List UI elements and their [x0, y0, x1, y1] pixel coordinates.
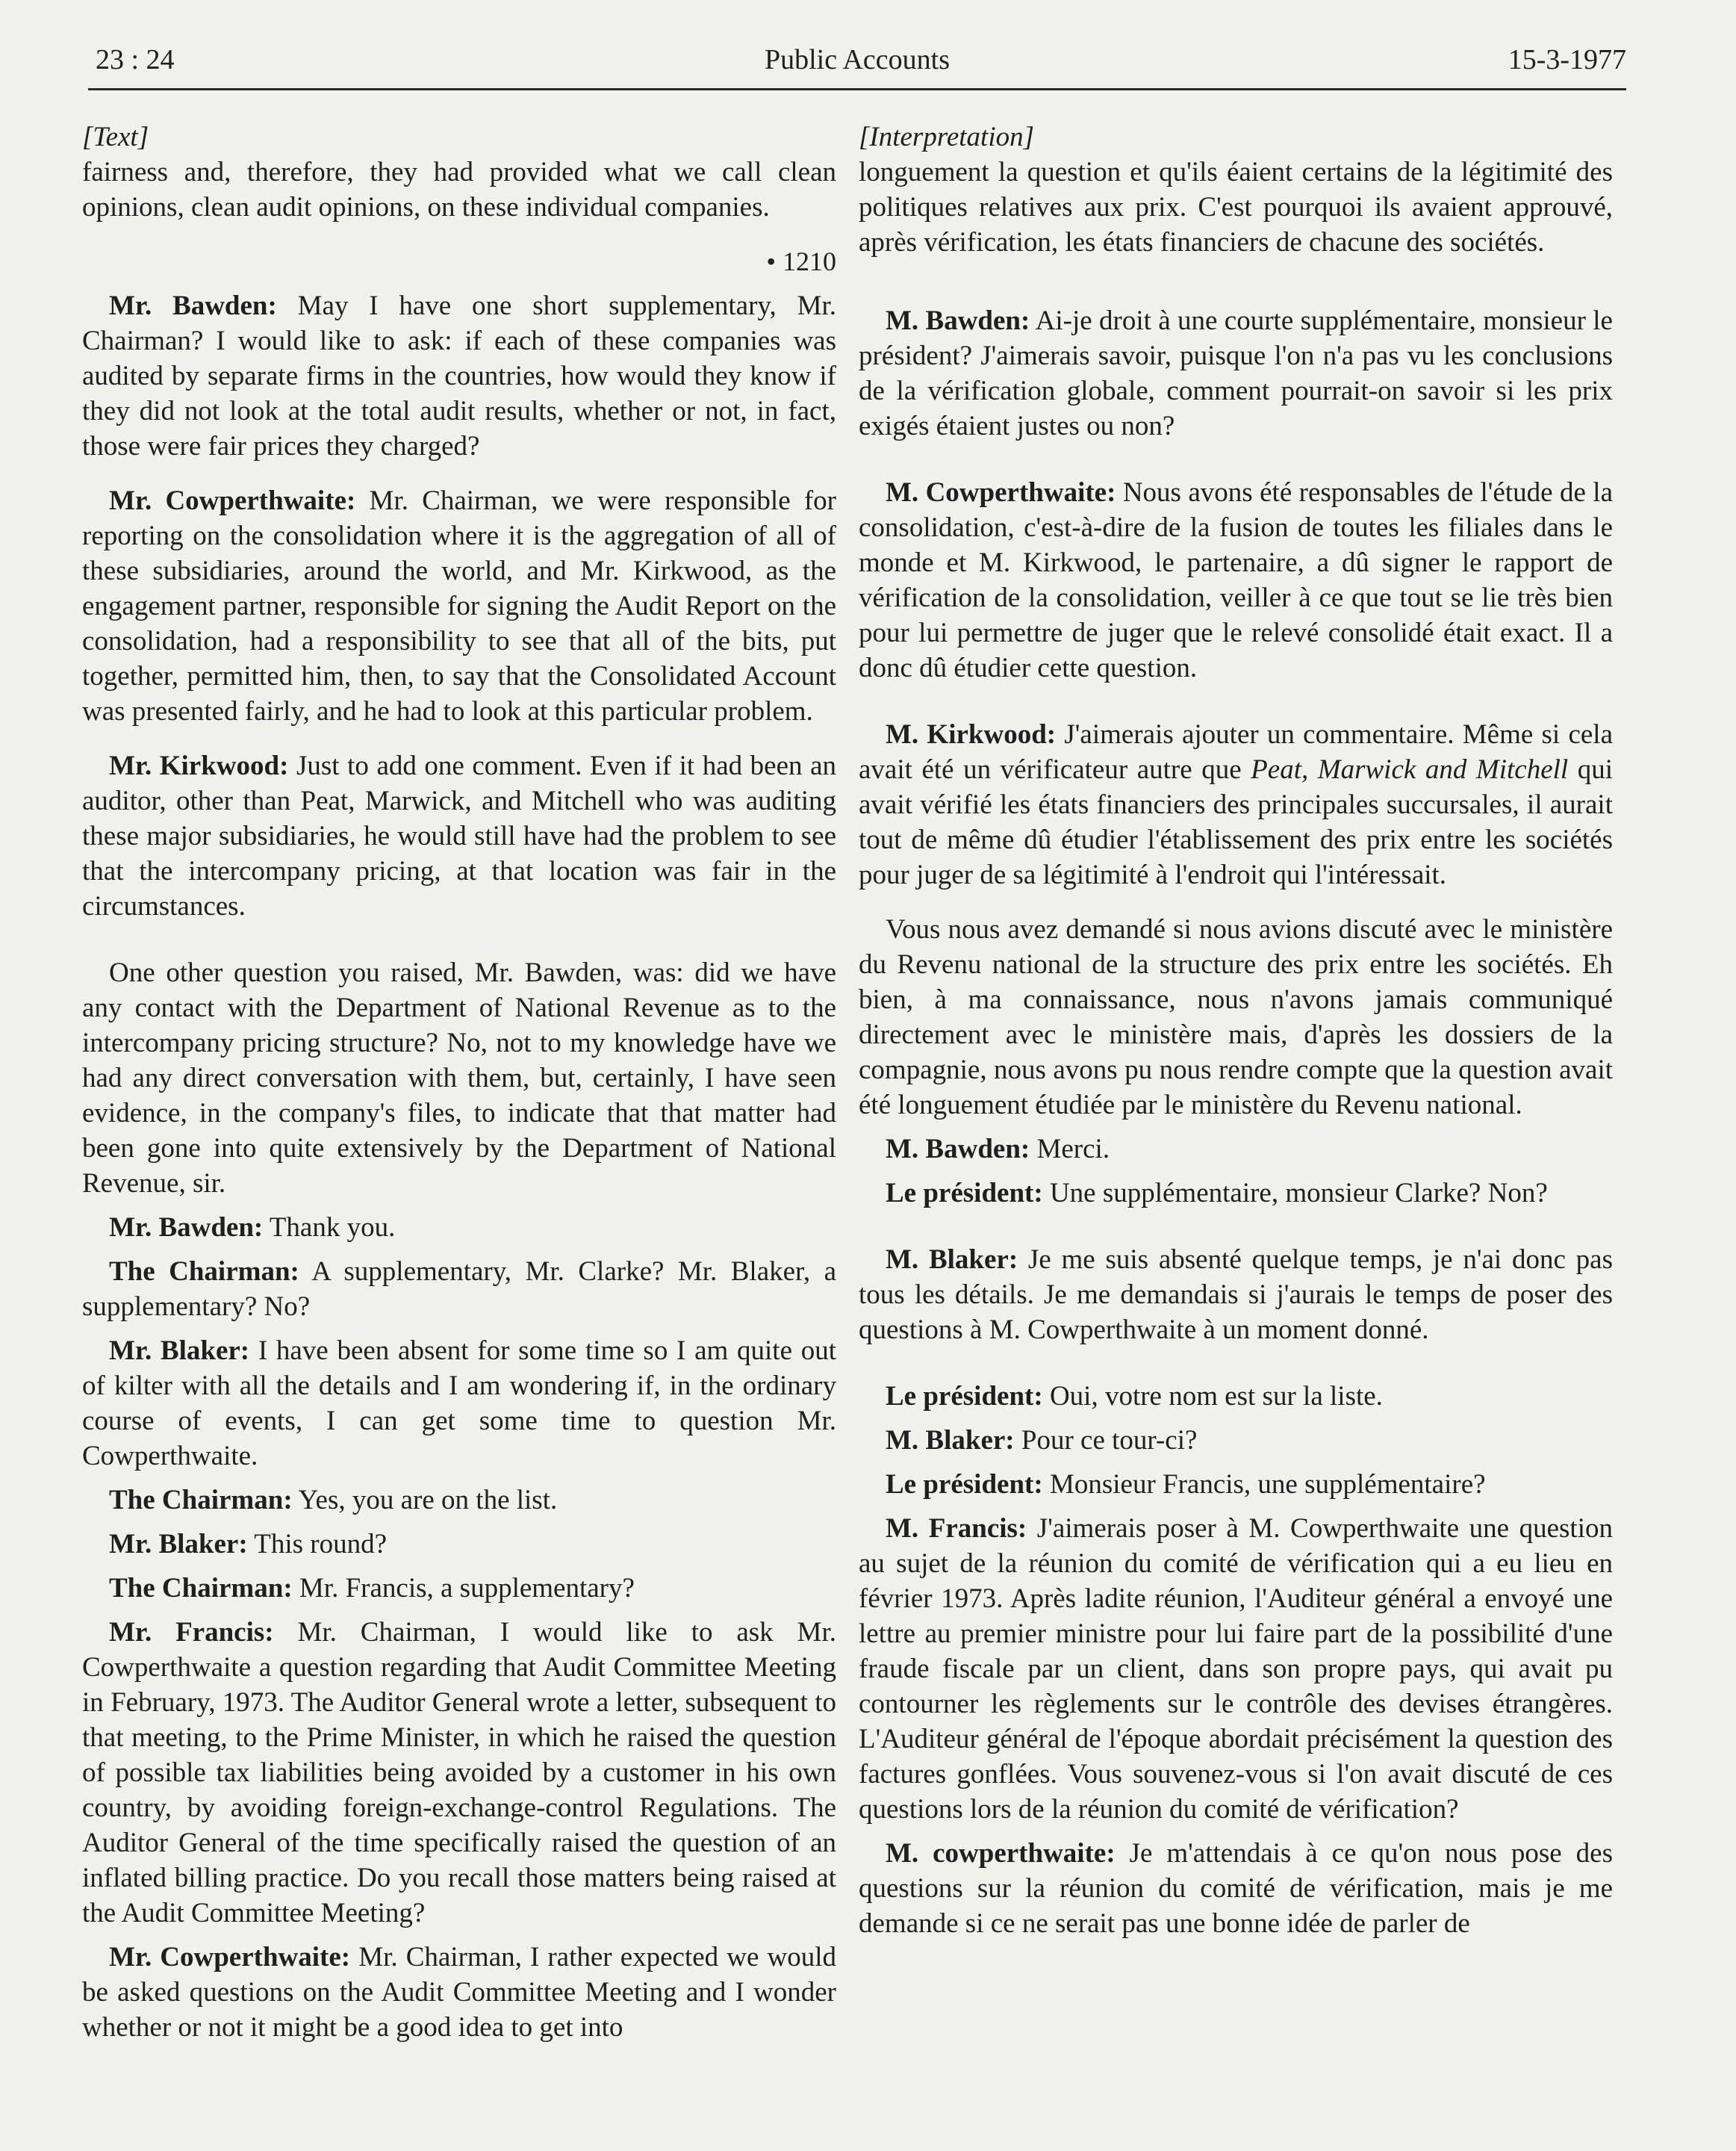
- french-column: [859, 120, 1613, 2136]
- paragraph: Vous nous avez demandé si nous avions discuté avec le ministère du Revenu national de la structure des prix entre les sociétés. Eh bien, à ma connaissance, nous n'avons jamais communiqué directement avec le ministère mais, d'après les dossiers de la compagnie, nous avons pu nous rendre compte que la question avait été longuement étudiée par le ministère du Revenu national.: [859, 914, 1613, 1120]
- speech-text: A supplementary, Mr. Clarke? Mr. Blaker, a supplementary? No?: [82, 1256, 837, 1322]
- speech-text: Mr. Francis, a supplementary?: [292, 1573, 635, 1604]
- speech-text: Ai-je droit à une courte supplémentaire, monsieur le président? J'aimerais savoir, puisque l'on n'a pas vu les conclusions de la vérification globale, comment pourrait-on savoir si les prix exigés étaient justes ou non?: [859, 305, 1613, 441]
- speaker-name: M. Bawden:: [886, 305, 1030, 336]
- speech-text: Thank you.: [263, 1212, 396, 1243]
- speech-paragraph: [82, 748, 836, 924]
- speech-text: Yes, you are on the list.: [292, 1485, 558, 1515]
- speech-text: J'aimerais ajouter un commentaire. Même si cela avait été un vérificateur autre que: [859, 719, 1613, 785]
- speaker-name: Le président:: [886, 1469, 1043, 1500]
- speaker-name: M. Blaker:: [886, 1425, 1015, 1456]
- speech-paragraph: [82, 1571, 836, 1606]
- speech-text: Une supplémentaire, monsieur Clarke? Non?: [1042, 1178, 1548, 1208]
- speaker-name: The Chairman:: [109, 1485, 293, 1515]
- speaker-name: Mr. Francis:: [109, 1617, 274, 1648]
- speech-paragraph: [82, 288, 836, 464]
- speech-paragraph: [82, 1210, 836, 1245]
- speaker-name: Le président:: [886, 1381, 1043, 1412]
- speaker-name: M. Blaker:: [886, 1244, 1018, 1275]
- speech-paragraph: [82, 1615, 836, 1931]
- speaker-name: Mr. Cowperthwaite:: [109, 1942, 351, 1972]
- speaker-name: Mr. Cowperthwaite:: [109, 485, 356, 516]
- speech-text: Mr. Chairman, I rather expected we would be asked questions on the Audit Committee Meeting and I wonder whether or not it might be a good idea to get into: [82, 1942, 836, 2043]
- speech-text: I have been absent for some time so I am quite out of kilter with all the details and I am wondering if, in the ordinary course of events, I can get some time to question Mr. Cowperthwaite.: [82, 1335, 836, 1471]
- speaker-name: M. Bawden:: [886, 1134, 1030, 1164]
- page-title: Public Accounts: [764, 44, 951, 75]
- speech-text: Mr. Chairman, we were responsible for reporting on the consolidation where it is the aggregation of all of these subsidiaries, around the world, and Mr. Kirkwood, as the engagement partner, responsible for signing the Audit Report on the consolidation, had a responsibility to see that all of the bits, put together, permitted him, then, to say that the Consolidated Account was presented fairly, and he had to look at this particular problem.: [82, 485, 837, 727]
- speaker-name: Le président:: [886, 1178, 1043, 1208]
- paragraph: longuement la question et qu'ils éaient certains de la légitimité des politiques relatives aux prix. C'est pourquoi ils avaient approuvé, après vérification, les états financiers de chacune des sociétés.: [859, 157, 1613, 258]
- speaker-name: M. Francis:: [886, 1513, 1027, 1544]
- speaker-name: M. Cowperthwaite:: [886, 477, 1116, 508]
- speech-paragraph: [859, 1511, 1613, 1827]
- time-marker: • 1210: [766, 246, 836, 276]
- speech-text: Je me suis absenté quelque temps, je n'ai donc pas tous les détails. Je me demandais si j'aurais le temps de poser des questions à M. Cowperthwaite à un moment donné.: [859, 1244, 1614, 1345]
- page-header: [88, 43, 1626, 90]
- speech-paragraph: [82, 1483, 836, 1518]
- speech-text: J'aimerais poser à M. Cowperthwaite une question au sujet de la réunion du comité de vérification qui a eu lieu en février 1973. Après ladite réunion, l'Auditeur général a envoyé une lettre au premier ministre pour lui faire part de la possibilité d'une fraude fiscale par un client, dans son propre pays, qui avait pu contourner les règlements sur le contrôle des devises étrangères. L'Auditeur général de l'époque abordait précisément la question des factures gonflées. Vous souvenez-vous si l'on avait discuté de ces questions lors de la réunion du comité de vérification?: [859, 1513, 1613, 1825]
- speech-text: qui avait vérifié les états financiers des principales succursales, il aurait tout de même dû étudier l'établissement des prix entre les sociétés pour juger de sa légitimité à l'endroit qui l'intéressait.: [859, 754, 1613, 890]
- speaker-name: M. Kirkwood:: [886, 719, 1057, 750]
- speech-text: Monsieur Francis, une supplémentaire?: [1042, 1469, 1486, 1500]
- speech-paragraph: [859, 1467, 1613, 1502]
- speech-text: Just to add one comment. Even if it had been an auditor, other than Peat, Marwick, and Mitchell who was auditing these major subsidiaries, he would still have had the problem to see that the intercompany pricing, at that location was fair in the circumstances.: [82, 751, 836, 922]
- english-column: [82, 120, 836, 2136]
- speech-text: Mr. Chairman, I would like to ask Mr. Cowperthwaite a question regarding that Audit Committee Meeting in February, 1973. The Auditor General wrote a letter, subsequent to that meeting, to the Prime Minister, in which he raised the question of possible tax liabilities being avoided by a customer in his own country, by avoiding foreign-exchange-control Regulations. The Auditor General of the time specifically raised the question of an inflated billing practice. Do you recall those matters being raised at the Audit Committee Meeting?: [82, 1617, 836, 1928]
- speech-text: Pour ce tour-ci?: [1014, 1425, 1198, 1456]
- speaker-name: The Chairman:: [109, 1256, 299, 1287]
- speaker-name: The Chairman:: [109, 1573, 293, 1604]
- page-date: 15-3-1977: [1508, 44, 1626, 75]
- speech-paragraph: [859, 1242, 1613, 1347]
- speech-paragraph: [859, 717, 1613, 893]
- paragraph: One other question you raised, Mr. Bawden, was: did we have any contact with the Department of National Revenue as to the intercompany pricing structure? No, not to my knowledge have we had any direct conversation with them, but, certainly, I have seen evidence, in the company's files, to indicate that that matter had been gone into quite extensively by the Department of National Revenue, sir.: [82, 957, 836, 1199]
- speaker-name: Mr. Blaker:: [109, 1335, 250, 1366]
- speech-text: May I have one short supplementary, Mr. Chairman? I would like to ask: if each of these companies was audited by separate firms in the countries, how would they know if they did not look at the total audit results, whether or not, in fact, those were fair prices they charged?: [82, 291, 836, 462]
- speech-text: Nous avons été responsables de l'étude de la consolidation, c'est-à-dire de la fusion de toutes les filiales dans le monde et M. Kirkwood, le partenaire, a dû signer le rapport de vérification de la consolidation, veiller à ce que tout se lie très bien pour lui permettre de juger que le relevé consolidé était exact. Il a donc dû étudier cette question.: [859, 477, 1614, 683]
- speech-paragraph: [859, 475, 1613, 686]
- speech-paragraph: [82, 1254, 836, 1324]
- paragraph: fairness and, therefore, they had provided what we call clean opinions, clean audit opinions, on these individual companies.: [82, 157, 836, 223]
- speech-paragraph: [82, 1940, 836, 2045]
- speech-paragraph: [82, 1333, 836, 1474]
- speaker-name: Mr. Blaker:: [109, 1529, 248, 1559]
- speech-text: Merci.: [1030, 1134, 1110, 1164]
- speaker-name: Mr. Bawden:: [109, 291, 277, 321]
- speech-paragraph: [859, 303, 1613, 444]
- speaker-name: Mr. Bawden:: [109, 1212, 264, 1243]
- speech-paragraph: [82, 483, 836, 729]
- speaker-name: M. cowperthwaite:: [886, 1838, 1116, 1869]
- speech-paragraph: [859, 1836, 1613, 1941]
- column-label: [Interpretation]: [859, 122, 1035, 152]
- speech-paragraph: [859, 1132, 1613, 1167]
- speech-text: Oui, votre nom est sur la liste.: [1042, 1381, 1383, 1412]
- speech-paragraph: [859, 1423, 1613, 1458]
- speech-text: This round?: [247, 1529, 388, 1559]
- speech-paragraph: [859, 1176, 1613, 1211]
- speech-text: Je m'attendais à ce qu'on nous pose des questions sur la réunion du comité de vérification, mais je me demande si ce ne serait pas une bonne idée de parler de: [859, 1838, 1614, 1939]
- speaker-name: Mr. Kirkwood:: [109, 751, 289, 781]
- column-label: [Text]: [82, 122, 149, 152]
- firm-name: Peat, Marwick and Mitchell: [1251, 754, 1569, 785]
- page-number: 23 : 24: [96, 44, 175, 75]
- speech-paragraph: [859, 1379, 1613, 1414]
- speech-paragraph: [82, 1527, 836, 1562]
